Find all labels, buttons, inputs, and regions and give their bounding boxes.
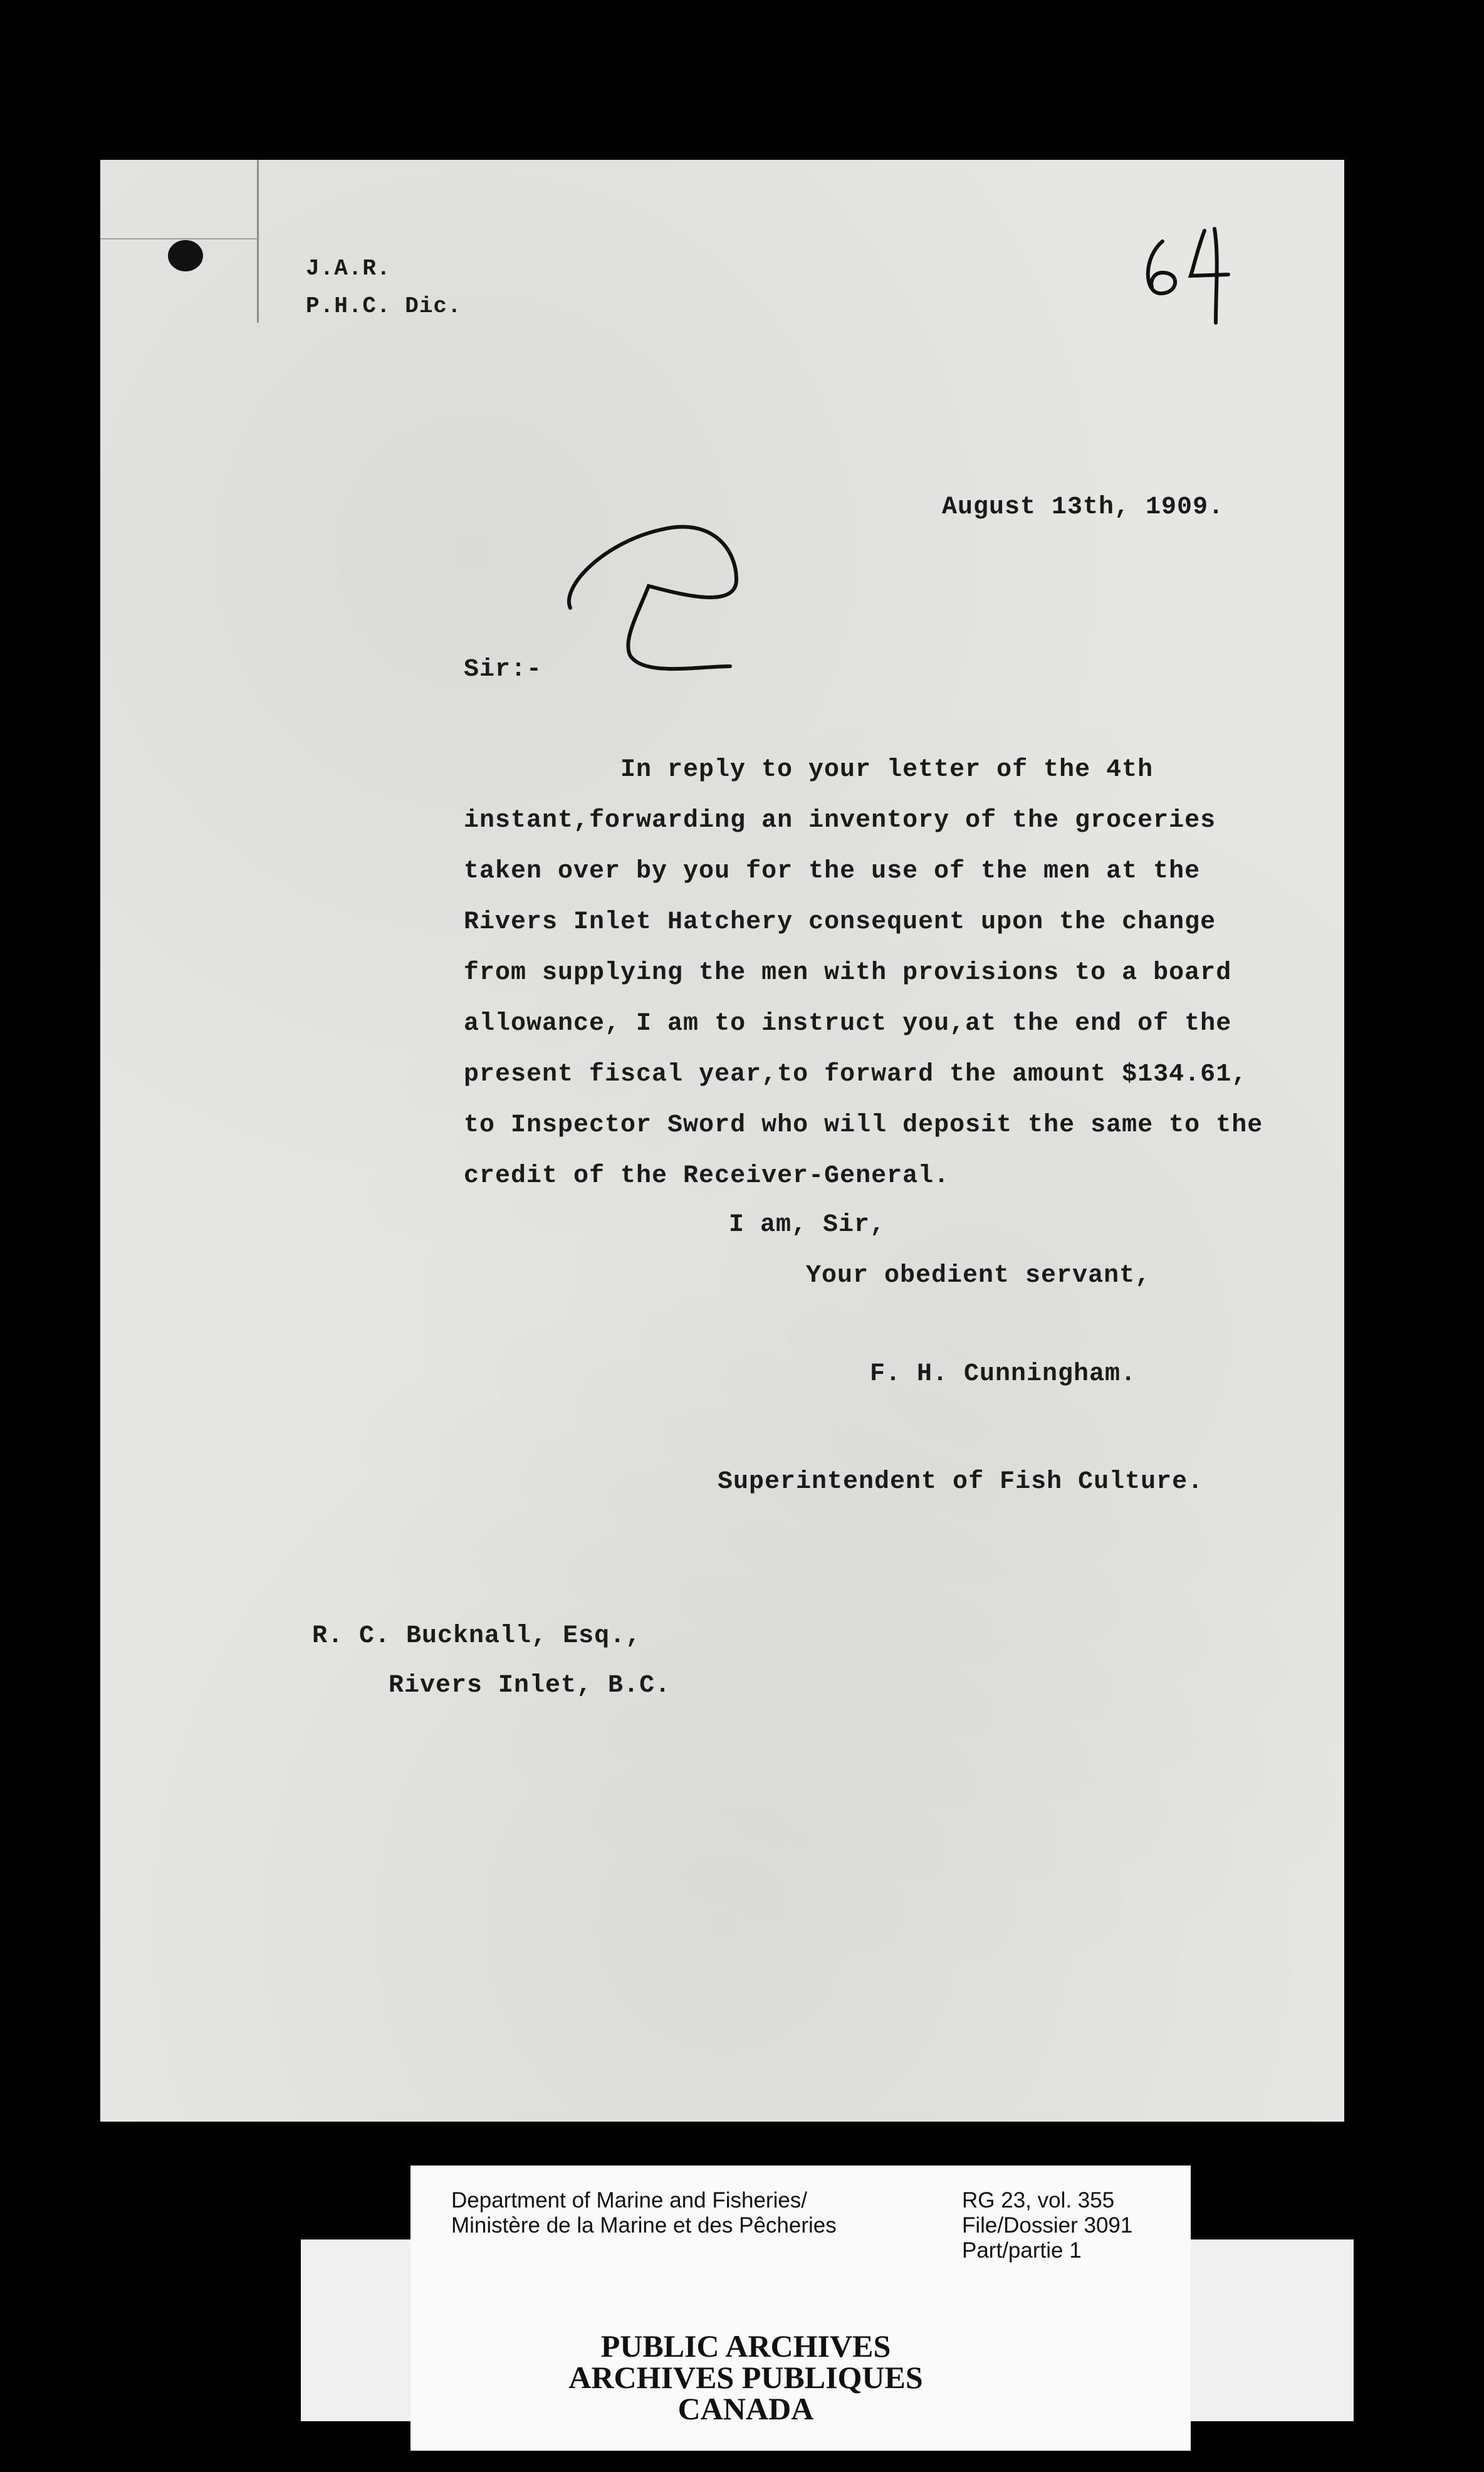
body-line-7: present fiscal year,to forward the amount $134.61, bbox=[464, 1061, 1248, 1089]
body-line-8: to Inspector Sword who will deposit the same to the bbox=[464, 1111, 1263, 1139]
fold-crease bbox=[257, 160, 259, 323]
stamp-line-1: PUBLIC ARCHIVES bbox=[600, 2328, 891, 2364]
stamp-line-3: CANADA bbox=[677, 2391, 814, 2426]
addressee-name: R. C. Bucknall, Esq., bbox=[312, 1622, 642, 1650]
body-line-2: instant,forwarding an inventory of the groceries bbox=[464, 807, 1216, 835]
department-en: Department of Marine and Fisheries/ bbox=[451, 2188, 808, 2213]
salutation: Sir:- bbox=[464, 656, 543, 684]
addressee-place: Rivers Inlet, B.C. bbox=[389, 1672, 671, 1700]
body-line-4: Rivers Inlet Hatchery consequent upon the change bbox=[464, 908, 1216, 936]
body-line-1: In reply to your letter of the 4th bbox=[620, 756, 1154, 784]
fold-crease-horizontal bbox=[100, 238, 257, 239]
body-line-5: from supplying the men with provisions to a board bbox=[464, 959, 1232, 987]
letter-date: August 13th, 1909. bbox=[942, 493, 1225, 521]
department-fr: Ministère de la Marine et des Pêcheries bbox=[451, 2213, 837, 2238]
body-line-6: allowance, I am to instruct you,at the end of the bbox=[464, 1010, 1232, 1038]
punch-hole-mark bbox=[168, 240, 203, 271]
initials-line-1: J.A.R. bbox=[306, 256, 391, 281]
stamp-line-2: ARCHIVES PUBLIQUES bbox=[568, 2360, 923, 2395]
body-line-9: credit of the Receiver-General. bbox=[464, 1162, 950, 1190]
initials-line-2: P.H.C. Dic. bbox=[306, 293, 462, 319]
handwritten-2-icon bbox=[548, 498, 931, 686]
svg-text:64: 64 bbox=[1134, 213, 1136, 214]
signatory: F. H. Cunningham. bbox=[870, 1360, 1137, 1388]
closing-line-2: Your obedient servant, bbox=[806, 1262, 1151, 1290]
archives-stamp bbox=[514, 2330, 978, 2424]
signatory-title: Superintendent of Fish Culture. bbox=[718, 1468, 1204, 1496]
body-line-3: taken over by you for the use of the men at the bbox=[464, 857, 1201, 886]
file-number bbox=[1134, 213, 1335, 326]
reference-file: File/Dossier 3091 bbox=[962, 2213, 1133, 2238]
closing-line-1: I am, Sir, bbox=[729, 1211, 886, 1239]
reference-part: Part/partie 1 bbox=[962, 2238, 1082, 2263]
reference-rg: RG 23, vol. 355 bbox=[962, 2188, 1115, 2213]
letter-page bbox=[100, 160, 1344, 2122]
